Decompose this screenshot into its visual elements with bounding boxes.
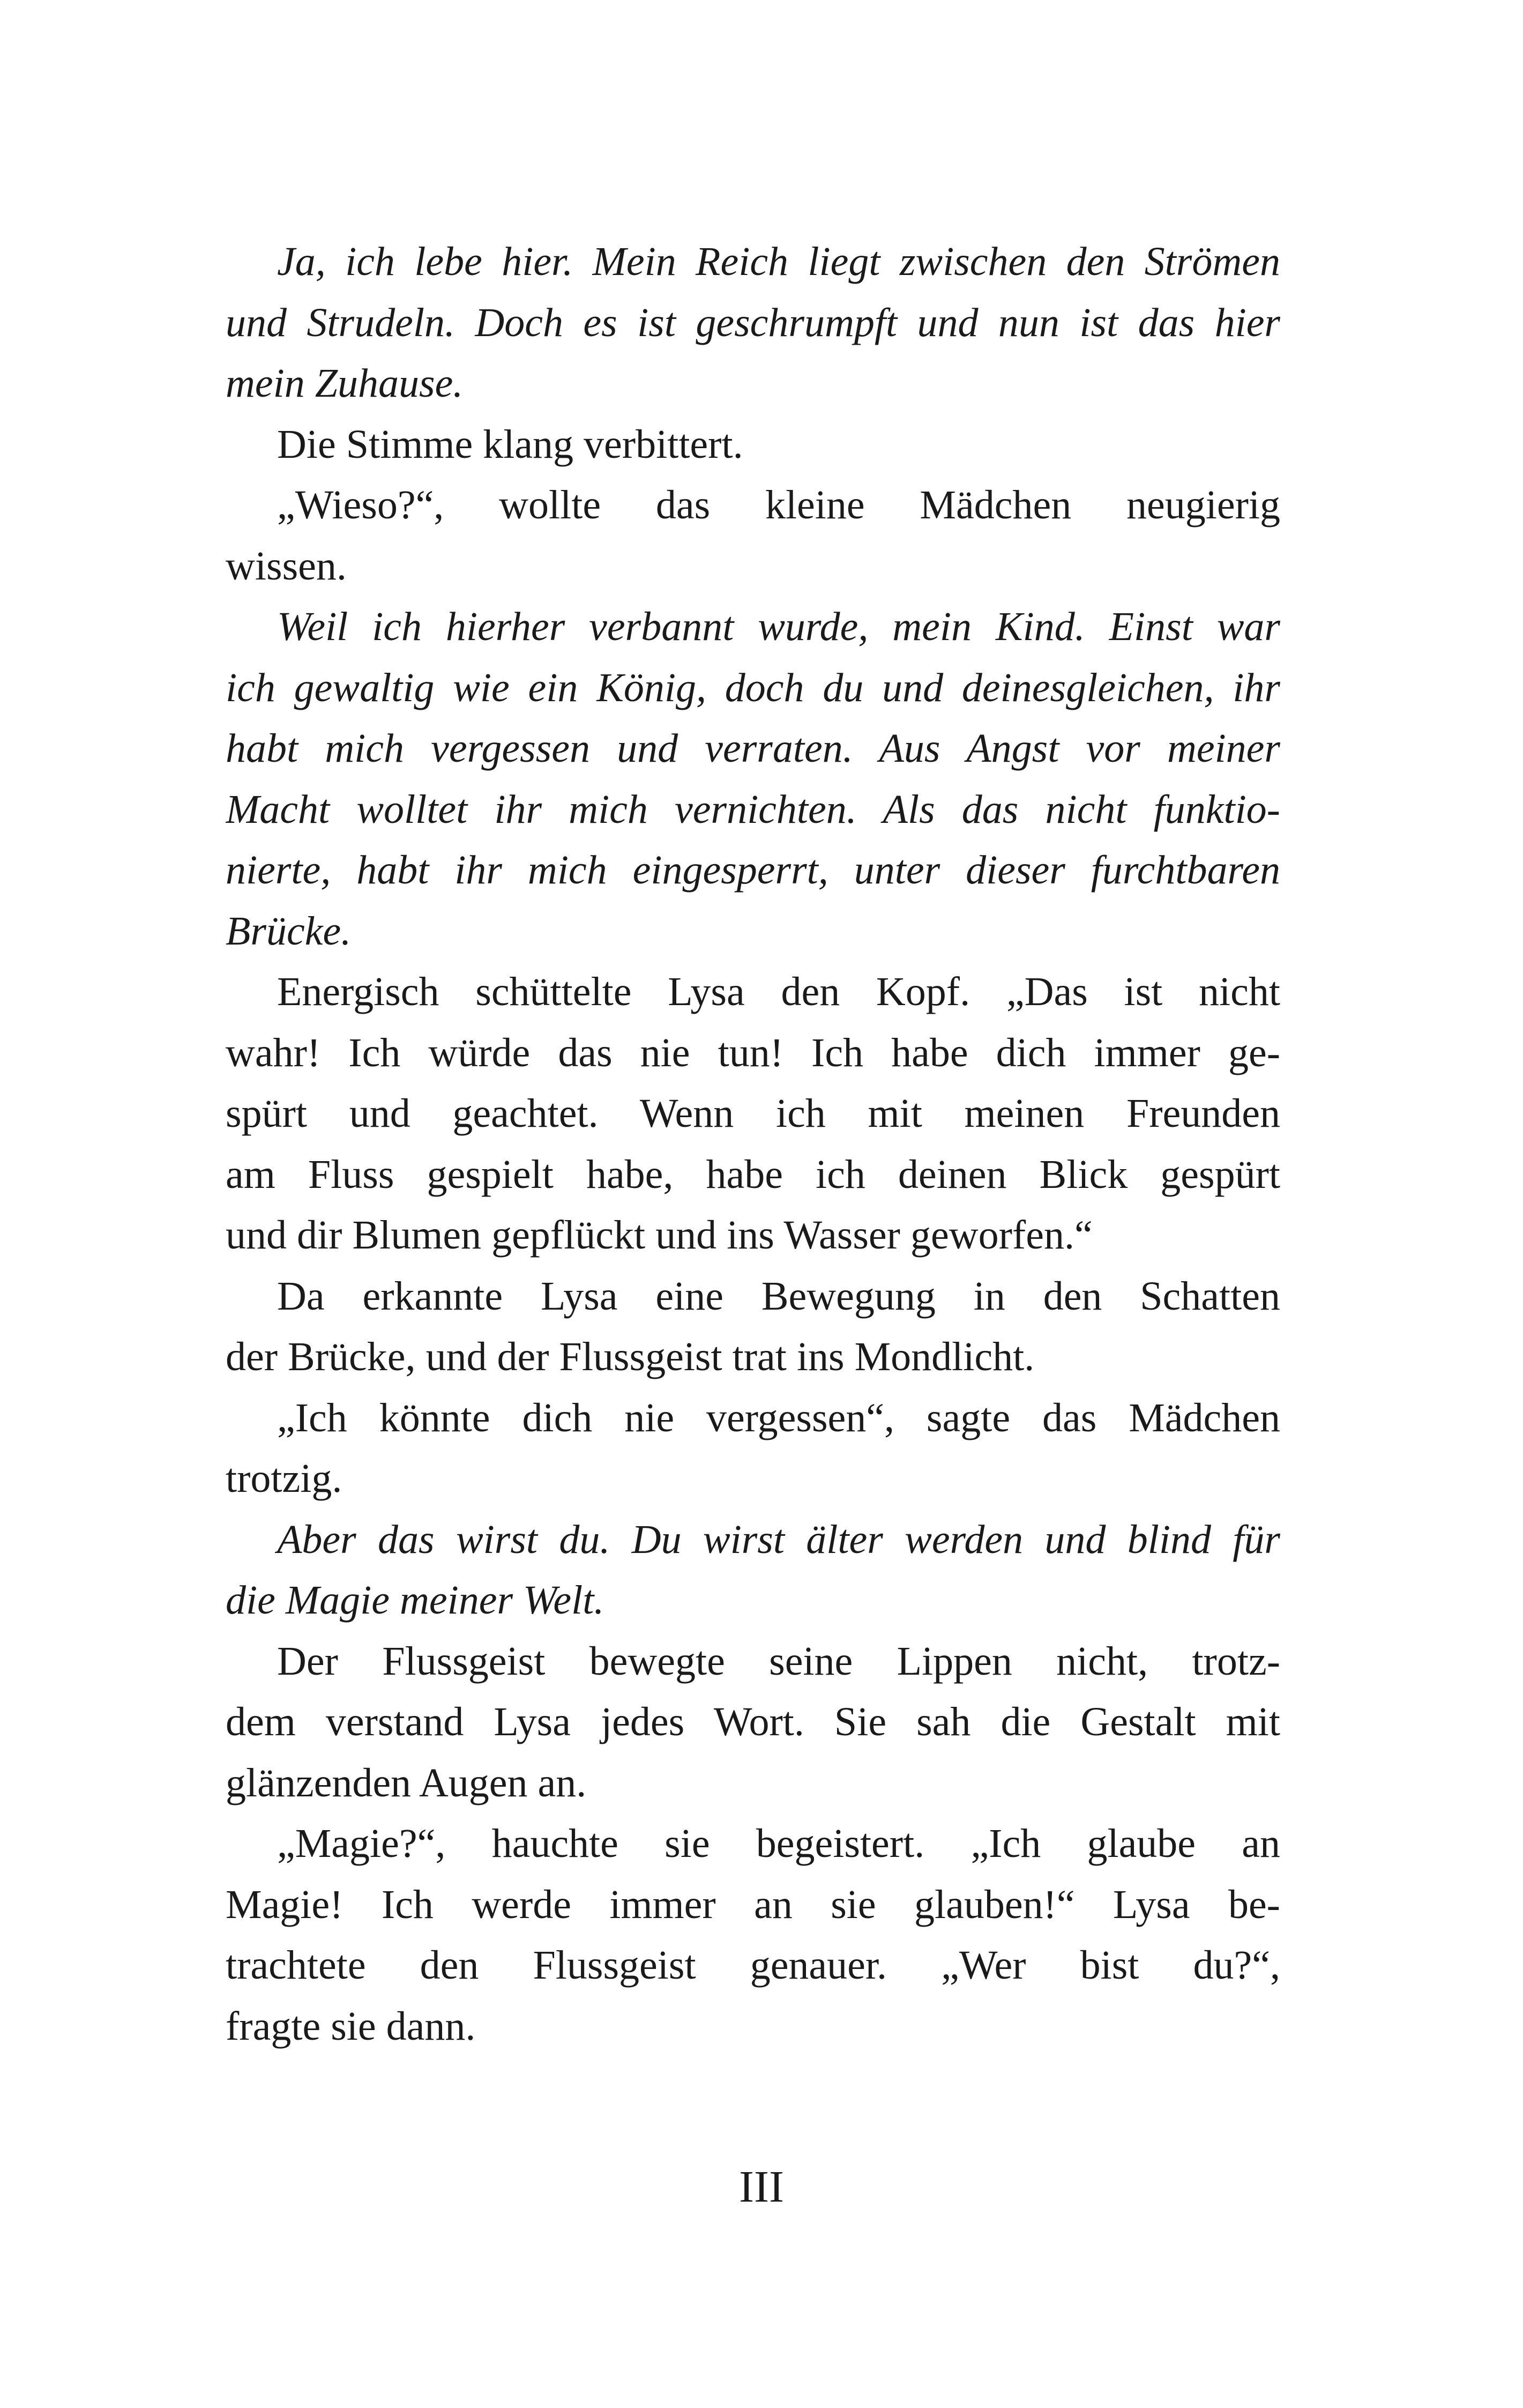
text-line: wahr! Ich würde das nie tun! Ich habe dich immer ge-	[226, 1030, 1280, 1075]
text-line: Magie! Ich werde immer an sie glauben!“ Lysa be-	[226, 1882, 1280, 1927]
text-line: Da erkannte Lysa eine Bewegung in den Schatten	[277, 1273, 1280, 1319]
text-line: Weil ich hierher verbannt wurde, mein Kind. Einst war	[277, 604, 1280, 649]
body-text	[226, 232, 1280, 2057]
text-line: fragte sie dann.	[226, 2003, 476, 2049]
text-line: „Magie?“, hauchte sie begeistert. „Ich glaube an	[277, 1821, 1280, 1866]
text-line: am Fluss gespielt habe, habe ich deinen Blick gespürt	[226, 1151, 1280, 1197]
text-line: Ja, ich lebe hier. Mein Reich liegt zwischen den Strömen	[277, 239, 1280, 284]
text-line: und dir Blumen gepflückt und ins Wasser geworfen.“	[226, 1213, 1093, 1258]
text-line: Aber das wirst du. Du wirst älter werden und blind für	[277, 1517, 1280, 1562]
text-line: mein Zuhause.	[226, 361, 464, 406]
page-number: III	[739, 2162, 784, 2212]
text-line: „Wieso?“, wollte das kleine Mädchen neugierig	[277, 482, 1280, 527]
text-line: nierte, habt ihr mich eingesperrt, unter dieser furchtbaren	[226, 848, 1280, 893]
text-line: habt mich vergessen und verraten. Aus Angst vor meiner	[226, 726, 1280, 771]
text-line: „Ich könnte dich nie vergessen“, sagte das Mädchen	[277, 1395, 1280, 1440]
text-line: ich gewaltig wie ein König, doch du und deinesgleichen, ihr	[226, 665, 1280, 710]
text-line: wissen.	[226, 543, 347, 589]
text-line: die Magie meiner Welt.	[226, 1578, 604, 1623]
text-line: Macht wolltet ihr mich vernichten. Als das nicht funktio-	[226, 786, 1280, 832]
text-line: der Brücke, und der Flussgeist trat ins Mondlicht.	[226, 1334, 1035, 1379]
text-line: trotzig.	[226, 1456, 342, 1501]
text-line: Die Stimme klang verbittert.	[277, 421, 743, 467]
text-line: dem verstand Lysa jedes Wort. Sie sah die Gestalt mit	[226, 1699, 1280, 1744]
text-line: Energisch schüttelte Lysa den Kopf. „Das ist nicht	[277, 969, 1280, 1014]
text-line: trachtete den Flussgeist genauer. „Wer bist du?“,	[226, 1943, 1280, 1988]
text-line: spürt und geachtet. Wenn ich mit meinen Freunden	[226, 1091, 1280, 1136]
text-line: Brücke.	[226, 908, 352, 954]
text-line: und Strudeln. Doch es ist geschrumpft und nun ist das hier	[226, 300, 1280, 345]
text-line: Der Flussgeist bewegte seine Lippen nicht, trotz-	[277, 1638, 1280, 1684]
text-line: glänzenden Augen an.	[226, 1760, 587, 1805]
